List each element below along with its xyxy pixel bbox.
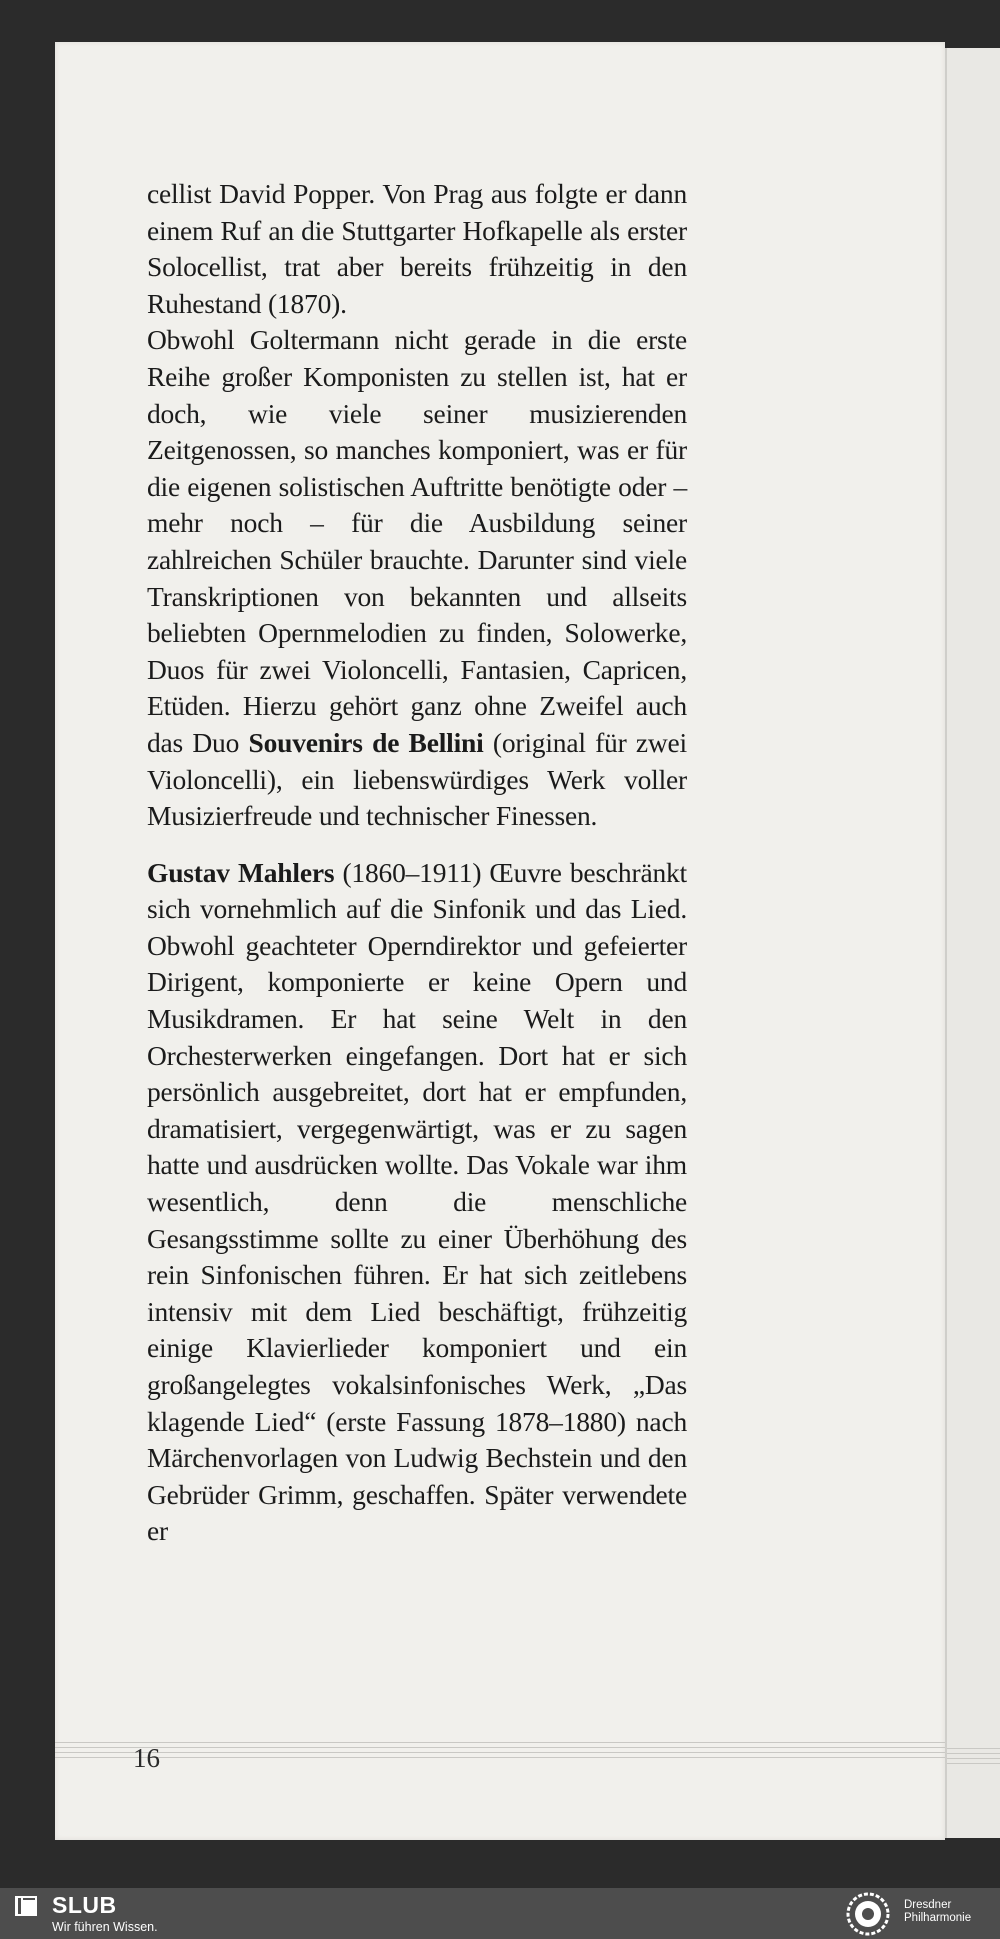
- paragraph-text: Obwohl Goltermann nicht gerade in die erste Reihe großer Komponisten zu stellen ist, hat er doch, wie viele seiner musizierenden Zeitgenossen, so manches komponiert, was er für die eigenen solistischen Auftritte benötigte oder – mehr noch – für die Ausbildung seiner zahlreichen Schüler brauchte. Darunter sind viele Transkriptionen von bekannten und allseits beliebten Opernmelodien zu finden, Solowerke, Duos für zwei Violoncelli, Fantasien, Capricen, Etüden. Hierzu gehört ganz ohne Zweifel auch das Duo: [147, 324, 687, 758]
- page-number: 16: [133, 1743, 160, 1773]
- slub-book-icon: [14, 1895, 40, 1917]
- work-title-souvenirs-de-bellini: Souvenirs de Bellini: [248, 726, 484, 758]
- document-page: [55, 42, 945, 1840]
- paragraph-text: (original für zwei Violoncelli), ein liebenswürdiges Werk voller Musizierfreude und technischer Finessen.: [147, 726, 687, 832]
- composer-name-mahler: Gustav Mahlers: [147, 856, 335, 888]
- partner-name-line1: Dresdner: [904, 1899, 952, 1911]
- paragraph-goltermann: [147, 322, 687, 834]
- partner-name-line2: Philharmonie: [904, 1912, 972, 1924]
- partner-name: [904, 1899, 971, 1925]
- slub-slogan: Wir führen Wissen.: [52, 1920, 158, 1934]
- paragraph-mahler: [147, 855, 687, 1550]
- viewer-footer-bar: [0, 1888, 1000, 1939]
- adjacent-rule-lines: [947, 1748, 1000, 1768]
- body-text: [147, 176, 687, 1550]
- adjacent-page-edge: [945, 48, 1000, 1838]
- slub-name: SLUB: [52, 1892, 117, 1918]
- paragraph-text: cellist David Popper. Von Prag aus folgte er dann einem Ruf an die Stuttgarter Hofkapelle als erster Solocellist, trat aber bereits frühzeitig in den Ruhestand (1870).: [147, 178, 687, 319]
- paragraph-text: (1860–1911) Œuvre beschränkt sich vornehmlich auf die Sinfonik und das Lied. Obwohl geachteter Operndirektor und gefeierter Dirigent, komponierte er keine Opern und Musikdramen. Er hat seine Welt in den Orchesterwerken eingefangen. Dort hat er sich persönlich ausgebreitet, dort hat er empfunden, dramatisiert, vergegenwärtigt, was er zu sagen hatte und ausdrücken wollte. Das Vokale war ihm wesentlich, denn die menschliche Gesangsstimme sollte zu einer Überhöhung des rein Sinfonischen führen. Er hat sich zeitlebens intensiv mit dem Lied beschäftigt, frühzeitig einige Klavierlieder komponiert und ein großangelegtes vokalsinfonisches Werk, „Das klagende Lied“ (erste Fassung 1878–1880) nach Märchenvorlagen von Ludwig Bechstein und den Gebrüder Grimm, geschaffen. Später verwendete er: [147, 856, 687, 1547]
- footer-rule-lines: [55, 1742, 945, 1758]
- paragraph-popper: [147, 176, 687, 322]
- dresdner-philharmonie-logo: [842, 1892, 894, 1936]
